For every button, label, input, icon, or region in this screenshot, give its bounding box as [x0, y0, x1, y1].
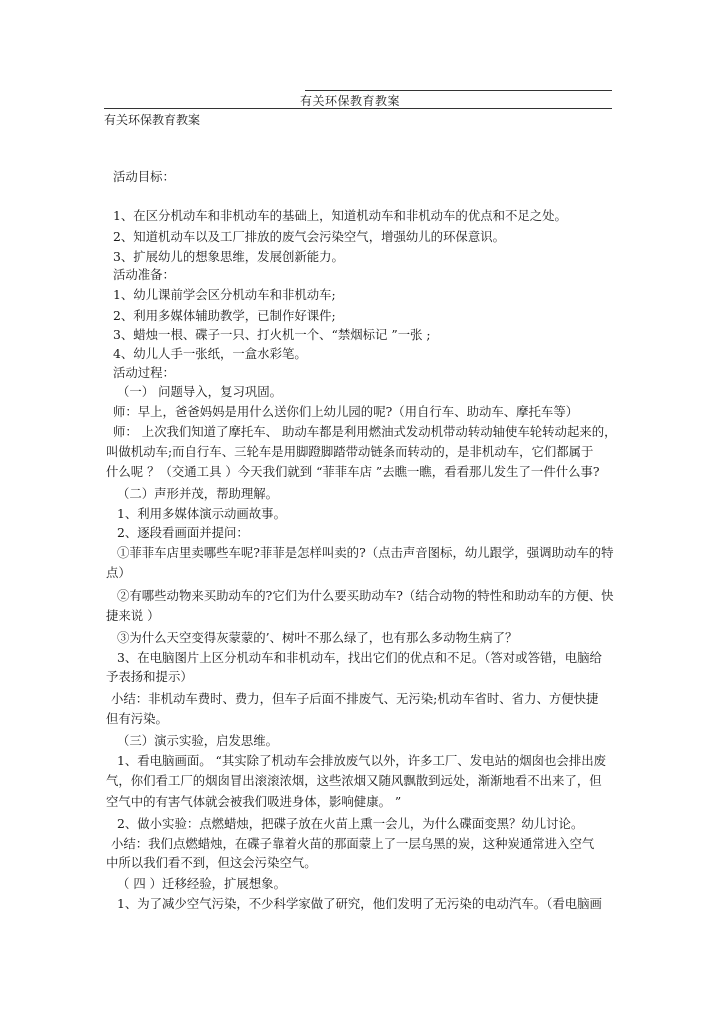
header-bottom-rule	[104, 108, 612, 109]
text-line: 活动过程：	[113, 365, 175, 380]
text-line: 师：早上，爸爸妈妈是用什么送你们上幼儿园的呢?（用自行车、助动车、摩托车等）	[113, 404, 579, 419]
text-line: 活动准备：	[113, 267, 175, 282]
text-line: 1、看电脑画面。 “其实除了机动车会排放废气以外，许多工厂、发电站的烟囱也会排出废	[117, 753, 606, 768]
text-line: （一） 问题导入，复习巩固。	[117, 384, 283, 399]
text-line: 小结：非机动车费时、费力，但车子后面不排废气、无污染;机动车省时、省力、方便快捷	[111, 691, 599, 706]
text-line: ②有哪些动物来买助动车的?它们为什么要买助动车?（结合动物的特性和助动车的方便、快	[117, 588, 614, 603]
text-line: 2、利用多媒体辅助教学，已制作好课件;	[113, 308, 336, 323]
text-line: （二）声形并茂，帮助理解。	[117, 486, 279, 501]
text-line: 小结：我们点燃蜡烛，在碟子靠着火苗的那面蒙上了一层乌黑的炭，这种炭通常进入空气	[111, 836, 595, 851]
text-line: （ 四 ）迁移经验，扩展想象。	[117, 876, 286, 891]
text-line: 中所以我们看不到，但这会污染空气。	[106, 855, 317, 870]
document-subtitle: 有关环保教育教案	[104, 113, 201, 127]
text-line: 捷来说 ）	[106, 608, 160, 623]
text-line: 活动目标：	[113, 169, 175, 184]
text-line: ①菲菲车店里卖哪些车呢?菲菲是怎样叫卖的?（点击声音图标，幼儿跟学，强调助动车的特	[117, 545, 614, 560]
text-line: 但有污染。	[106, 711, 168, 726]
text-line: 叫做机动车;而自行车、三轮车是用脚蹬脚踏带动链条而转动的，是非机动车，它们都属于	[106, 444, 594, 459]
text-line: 2、知道机动车以及工厂排放的废气会污染空气，增强幼儿的环保意识。	[113, 229, 505, 244]
text-line: 空气中的有害气体就会被我们吸进身体，影响健康。 ”	[106, 794, 402, 809]
text-line: 1、幼儿课前学会区分机动车和非机动车;	[113, 287, 336, 302]
header-title: 有关环保教育教案	[300, 94, 401, 108]
text-line: 1、为了减少空气污染，不少科学家做了研究，他们发明了无污染的电动汽车。（看电脑画	[117, 896, 602, 911]
text-line: （三）演示实验，启发思维。	[117, 733, 279, 748]
text-line: 点）	[106, 565, 131, 580]
text-line: 予表扬和提示）	[106, 669, 193, 684]
text-line: 3、在电脑图片上区分机动车和非机动车，找出它们的优点和不足。（答对或答错，电脑给	[117, 650, 602, 665]
text-line: 2、做小实验：点燃蜡烛，把碟子放在火苗上熏一会儿，为什么碟面变黑？幼儿讨论。	[117, 816, 584, 831]
text-line: 什么呢 ？（交通工具 ）今天我们就到 “菲菲车店 ”去瞧一瞧，看看那儿发生了一件什么事?	[106, 464, 600, 479]
text-line: 1、在区分机动车和非机动车的基础上，知道机动车和非机动车的优点和不足之处。	[113, 208, 567, 223]
text-line: 2、逐段看画面并提问：	[117, 525, 249, 540]
text-line: 3、蜡烛一根、碟子一只、打火机一个、“禁烟标记 ”一张 ;	[113, 327, 431, 342]
text-line: 1、利用多媒体演示动画故事。	[117, 506, 286, 521]
text-line: 3、扩展幼儿的想象思维，发展创新能力。	[113, 249, 344, 264]
text-line: 4、幼儿人手一张纸，一盒水彩笔。	[113, 346, 307, 361]
text-line: 气，你们看工厂的烟囱冒出滚滚浓烟，这些浓烟又随风飘散到远处，渐渐地看不出来了，但	[106, 773, 602, 788]
text-line: ③为什么天空变得灰蒙蒙的’、树叶不那么绿了，也有那么多动物生病了？	[117, 630, 518, 645]
text-line: 师： 上次我们知道了摩托车、 助动车都是利用燃油式发动机带动转动轴使车轮转动起来的，	[113, 424, 617, 439]
header-top-rule	[305, 90, 612, 91]
